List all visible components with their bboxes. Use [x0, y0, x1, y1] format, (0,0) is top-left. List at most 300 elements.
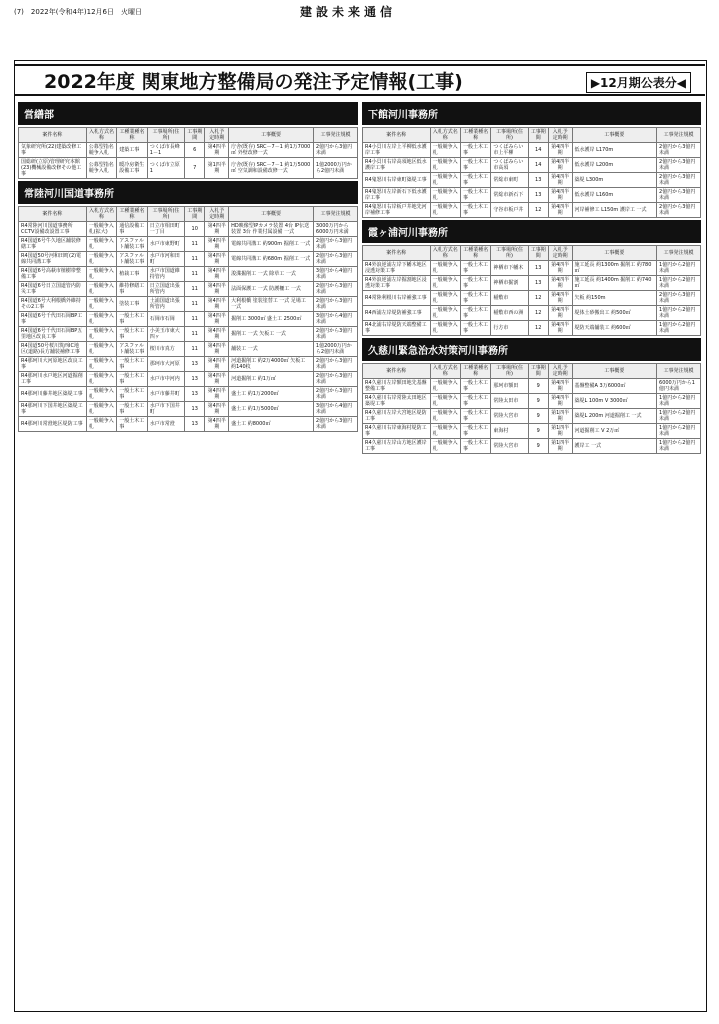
table-cell: 13: [185, 387, 205, 402]
table-cell: 低水護岸 L170m: [572, 143, 657, 158]
table-cell: 14: [528, 158, 548, 173]
table-header-row: [363, 246, 701, 261]
table-cell: 一般競争入札: [430, 306, 460, 321]
table-cell: 河道掘削工 約2万4000㎥ 矢板工 約140枚: [229, 357, 314, 372]
table-cell: 第1四半期: [548, 439, 572, 454]
table-row: [19, 402, 358, 417]
table-cell: 第4四半期: [548, 291, 572, 306]
table-cell: 浚渫掘削工 一式 除草工 一式: [229, 267, 314, 282]
table-cell: 13: [185, 357, 205, 372]
table-cell: 11: [185, 237, 205, 252]
column-header: 工種業種名称: [117, 128, 148, 143]
table-cell: 第4四半期: [548, 379, 572, 394]
table-row: [19, 158, 358, 179]
column-header: 工事期間: [528, 128, 548, 143]
table-row: [19, 297, 358, 312]
table-cell: 常陸大宮市: [491, 409, 528, 424]
table-cell: 第4四半期: [205, 342, 229, 357]
table-cell: 2億円から3億円未満: [657, 188, 701, 203]
table-cell: 第4四半期: [205, 312, 229, 327]
table-cell: 施工延長 約1300m 掘削工 約780㎥: [572, 261, 657, 276]
table-cell: 6000万円から1億円未満: [657, 379, 701, 394]
table-cell: 第4四半期: [548, 321, 572, 336]
table-cell: 土浦国道出張所管内: [147, 297, 184, 312]
table-cell: R4久慈川左岸大宮地区堤防工事: [363, 409, 431, 424]
table-cell: 築堤 L300m: [572, 173, 657, 188]
table-cell: HD映像型IPカメラ装置 4台 IP伝送装置 3台 作業付属設備 一式: [229, 222, 314, 237]
table-cell: 一般競争入札: [86, 327, 117, 342]
table-cell: 河道掘削工 約1万㎥: [229, 372, 314, 387]
table-cell: 9: [528, 394, 548, 409]
table-cell: 10: [185, 222, 205, 237]
table-cell: 築堤L 200m 河道掘削工 一式: [572, 409, 657, 424]
table-header-row: [363, 364, 701, 379]
table-row: [363, 188, 701, 203]
table-cell: 2億円から3億円未満: [313, 357, 357, 372]
table-cell: 2億円から3億円未満: [313, 327, 357, 342]
table-cell: 第4四半期: [548, 276, 572, 291]
table-cell: 基盤整備A 3万6000㎥: [572, 379, 657, 394]
column-header: 案件名称: [19, 128, 87, 143]
table-cell: つくばみらい市上平柳: [491, 143, 528, 158]
table-cell: 1億円から2億円未満: [657, 276, 701, 291]
table-cell: 一般土木工事: [117, 372, 148, 387]
column-header: 工事期間: [185, 207, 205, 222]
table-cell: 第4四半期: [205, 387, 229, 402]
table-cell: 第4四半期: [548, 173, 572, 188]
table-cell: 行方市: [491, 321, 528, 336]
table-cell: 1億円から2億円未満: [657, 409, 701, 424]
table-cell: 一般競争入札: [430, 321, 460, 336]
table-cell: 一般土木工事: [461, 188, 491, 203]
table-cell: 電線共同溝工 約680m 掘削工 一式: [229, 252, 314, 267]
table-cell: 1億円から2億円未満: [657, 424, 701, 439]
column-header: 工事発注規模: [657, 246, 701, 261]
table-cell: R4久慈川左岸山方地区護岸工事: [363, 439, 431, 454]
table-cell: 日立市相田町一丁目: [147, 222, 184, 237]
table-cell: 第1四半期: [548, 424, 572, 439]
table-header-row: [19, 207, 358, 222]
table-cell: 植栽工事: [117, 267, 148, 282]
table-cell: 2億円から3億円未満: [657, 203, 701, 218]
table-cell: 2億円から3億円未満: [657, 158, 701, 173]
table-row: [19, 312, 358, 327]
table-row: [363, 143, 701, 158]
table-cell: 一般競争入札: [86, 312, 117, 327]
table-cell: 12: [528, 203, 548, 218]
table-cell: 神栖市下幡木: [491, 261, 528, 276]
table-cell: 第4四半期: [548, 188, 572, 203]
column-header: 工事発注規模: [313, 128, 357, 143]
table-cell: 水戸市中河内: [147, 372, 184, 387]
table-cell: 一般土木工事: [461, 379, 491, 394]
page-date: (7) 2022年(令和4年)12月6日 火曜日: [14, 8, 143, 16]
table-cell: 水戸市国道維持管内: [147, 267, 184, 282]
table-cell: 13: [528, 276, 548, 291]
table-cell: 一般土木工事: [461, 276, 491, 291]
table-cell: 一般土木工事: [461, 143, 491, 158]
table-row: [19, 342, 358, 357]
table-cell: 1億2000万円から2億円未満: [313, 158, 357, 179]
table-cell: 稲敷市: [491, 291, 528, 306]
table-cell: 第4四半期: [548, 143, 572, 158]
table-cell: 水戸市藤井町: [147, 387, 184, 402]
table-row: [19, 357, 358, 372]
table-cell: 盛土工 約1万5000㎥: [229, 402, 314, 417]
section-heading: 霞ヶ浦河川事務所: [362, 220, 701, 243]
table-cell: 一般競争入札: [430, 291, 460, 306]
table-cell: 一般競争入札: [86, 417, 117, 432]
table-cell: 掘削工 3000㎥ 盛土工 2500㎥: [229, 312, 314, 327]
section-heading: 下館河川事務所: [362, 102, 701, 125]
column-header: 工事場所(住所): [147, 207, 184, 222]
table-cell: 9: [528, 379, 548, 394]
table-cell: 第4四半期: [548, 306, 572, 321]
table-cell: 常総市東町: [491, 173, 528, 188]
table-cell: 神栖市掘割: [491, 276, 528, 291]
table-cell: R4常陸河川国道事務所CCTV設備改設置工事: [19, 222, 87, 237]
table-cell: 3億円から4億円未満: [313, 267, 357, 282]
table-cell: 維持修繕工事: [117, 282, 148, 297]
table-row: [363, 424, 701, 439]
column-header: 案件名称: [19, 207, 87, 222]
table-row: [363, 306, 701, 321]
table-cell: 一般競争入札: [86, 342, 117, 357]
table-cell: 第1四半期: [548, 409, 572, 424]
column-header: 工事場所(住所): [491, 128, 528, 143]
table-cell: R4久慈川右岸東海村堤防工事: [363, 424, 431, 439]
column-header: 工種業種名称: [117, 207, 148, 222]
table-cell: 11: [185, 297, 205, 312]
section-heading: 常陸河川国道事務所: [18, 181, 358, 204]
table-cell: 2億円から3億円未満: [313, 143, 357, 158]
column-header: 入札方式名称: [86, 207, 117, 222]
table-cell: 一般土木工事: [461, 439, 491, 454]
table-cell: 一般土木工事: [461, 291, 491, 306]
column-header: 入札予定時期: [205, 207, 229, 222]
table-cell: R4小貝川右岸高須地区低水護岸工事: [363, 158, 431, 173]
table-cell: 2億円から3億円未満: [657, 173, 701, 188]
table-cell: 11: [185, 267, 205, 282]
column-header: 工事概要: [572, 246, 657, 261]
project-table: [362, 127, 701, 218]
table-cell: 一般土木工事: [461, 158, 491, 173]
table-cell: 9: [528, 439, 548, 454]
column-header: 工種業種名称: [461, 364, 491, 379]
table-cell: 一般土木工事: [461, 203, 491, 218]
table-cell: R4外浪逆浦左岸下幡木地区浸透対策工事: [363, 261, 431, 276]
column-header: 工事概要: [229, 128, 314, 143]
page-header: [0, 0, 719, 20]
table-cell: 第4四半期: [548, 203, 572, 218]
title-bar: [14, 64, 705, 96]
table-cell: アスファルト舗装工事: [117, 237, 148, 252]
table-cell: 築堤L 100m V 3000㎥: [572, 394, 657, 409]
table-cell: 一般土木工事: [461, 409, 491, 424]
table-cell: 第4四半期: [548, 261, 572, 276]
table-cell: 第4四半期: [205, 282, 229, 297]
table-row: [363, 276, 701, 291]
table-row: [363, 409, 701, 424]
table-cell: 水戸市常澄: [147, 417, 184, 432]
table-cell: 水戸市河和田町: [147, 252, 184, 267]
table-cell: R4鬼怒川左岸新石下低水護岸工事: [363, 188, 431, 203]
column-header: 工事場所(住所): [491, 364, 528, 379]
table-cell: 第4四半期: [205, 252, 229, 267]
table-cell: R4北浦右岸堤防天端整備工事: [363, 321, 431, 336]
table-row: [363, 261, 701, 276]
column-header: 案件名称: [363, 128, 431, 143]
table-cell: 1億円から2億円未満: [657, 394, 701, 409]
column-header: 工事場所(住所): [491, 246, 528, 261]
table-cell: 第1四半期: [205, 158, 229, 179]
table-cell: 一般土木工事: [117, 312, 148, 327]
table-cell: 国総研(立原)管理研究本館(23)機械設備改修その他工事: [19, 158, 87, 179]
table-cell: 一般土木工事: [117, 387, 148, 402]
table-cell: 舗装工 一式: [229, 342, 314, 357]
table-cell: つくば市長峰1－1: [147, 143, 184, 158]
table-cell: 法面保護工 一式 防護柵工 一式: [229, 282, 314, 297]
table-cell: 一般土木工事: [461, 424, 491, 439]
table-cell: 11: [185, 252, 205, 267]
column-header: 工事概要: [572, 364, 657, 379]
table-cell: 12: [528, 291, 548, 306]
table-cell: アスファルト舗装工事: [117, 342, 148, 357]
table-row: [363, 321, 701, 336]
table-cell: 盛土工 約1万2000㎥: [229, 387, 314, 402]
table-cell: R4久慈川左岸額田地先基盤整備工事: [363, 379, 431, 394]
table-cell: 施工延長 約1400m 掘削工 約740㎥: [572, 276, 657, 291]
table-cell: 11: [185, 327, 205, 342]
table-cell: 水戸市東野町: [147, 237, 184, 252]
table-cell: 護岸工 一式: [572, 439, 657, 454]
table-cell: 一般競争入札: [86, 297, 117, 312]
table-cell: 6: [185, 143, 205, 158]
table-cell: R4常陸利根川右岸補強工事: [363, 291, 431, 306]
column-header: 工種業種名称: [461, 246, 491, 261]
table-cell: 第4四半期: [205, 372, 229, 387]
table-cell: 電線共同溝工 約900m 掘削工 一式: [229, 237, 314, 252]
table-cell: 13: [185, 417, 205, 432]
table-cell: つくばみらい市高須: [491, 158, 528, 173]
table-cell: アスファルト舗装工事: [117, 252, 148, 267]
table-cell: 河岸補修工 L150m 護岸工 一式: [572, 203, 657, 218]
project-table: [18, 206, 358, 432]
table-cell: 低水護岸 L200m: [572, 158, 657, 173]
table-cell: R4那珂川常澄地区堤防工事: [19, 417, 87, 432]
table-cell: 一般土木工事: [461, 173, 491, 188]
table-row: [19, 372, 358, 387]
table-cell: 2億円から3億円未満: [657, 291, 701, 306]
table-cell: R4小貝川左岸上平柳低水護岸工事: [363, 143, 431, 158]
table-row: [19, 387, 358, 402]
column-header: 入札予定時期: [548, 246, 572, 261]
table-cell: 2億円から3億円未満: [313, 372, 357, 387]
table-row: [19, 237, 358, 252]
table-cell: R4国道6号千代田石岡BP工事: [19, 312, 87, 327]
table-cell: 7: [185, 158, 205, 179]
table-cell: 2億円から3億円未満: [313, 417, 357, 432]
table-cell: 第4四半期: [205, 327, 229, 342]
table-cell: 一般競争入札: [430, 439, 460, 454]
table-cell: R4鬼怒川右岸板戸井地先河岸補修工事: [363, 203, 431, 218]
table-cell: 13: [185, 372, 205, 387]
column-header: 入札予定時期: [548, 364, 572, 379]
column-header: 案件名称: [363, 364, 431, 379]
table-cell: 第4四半期: [548, 394, 572, 409]
table-cell: 河道掘削工 V 2万㎥: [572, 424, 657, 439]
table-cell: 一般競争入札: [86, 357, 117, 372]
table-cell: 1億円から2億円未満: [657, 306, 701, 321]
table-cell: 公募型指名競争入札: [86, 158, 117, 179]
table-cell: R4国道6号日立国道管内防災工事: [19, 282, 87, 297]
table-cell: 1億円から2億円未満: [657, 439, 701, 454]
table-cell: 一般競争入札: [86, 387, 117, 402]
table-cell: 小美玉市東大四ヶ: [147, 327, 184, 342]
table-cell: 13: [528, 173, 548, 188]
table-cell: 1億円から2億円未満: [657, 321, 701, 336]
section-heading: 営繕部: [18, 102, 358, 125]
column-header: 入札方式名称: [86, 128, 117, 143]
left-column: [18, 100, 358, 432]
table-cell: 気象研究所(22)建築改修工事: [19, 143, 87, 158]
table-cell: 13: [528, 261, 548, 276]
table-cell: 3000万円から6000万円未満: [313, 222, 357, 237]
table-cell: R4外浪逆浦左岸掘割地区浸透対策工事: [363, 276, 431, 291]
column-header: 案件名称: [363, 246, 431, 261]
table-cell: R4国道6号千代田石岡BP五里地区改良工事: [19, 327, 87, 342]
table-cell: 那珂市額田: [491, 379, 528, 394]
table-cell: 桜川市真方: [147, 342, 184, 357]
table-cell: 常陸大宮市: [491, 439, 528, 454]
column-header: 工事期間: [528, 364, 548, 379]
table-cell: 1億円から2億円未満: [657, 261, 701, 276]
table-row: [19, 222, 358, 237]
project-table: [362, 363, 701, 454]
table-cell: 掘削工 一式 矢板工 一式: [229, 327, 314, 342]
table-cell: R4西浦左岸堤防補強工事: [363, 306, 431, 321]
table-cell: 一般競争入札: [430, 276, 460, 291]
table-cell: 2億円から3億円未満: [313, 252, 357, 267]
table-cell: 一般土木工事: [117, 357, 148, 372]
table-cell: 大利根橋 塗装塗替工 一式 足場工 一式: [229, 297, 314, 312]
table-cell: 守谷市板戸井: [491, 203, 528, 218]
table-cell: 日立国道出張所管内: [147, 282, 184, 297]
page-title: 2022年度 関東地方整備局の発注予定情報(工事): [44, 71, 463, 93]
table-cell: 一般土木工事: [461, 261, 491, 276]
table-row: [19, 282, 358, 297]
table-cell: 一般競争入札: [86, 402, 117, 417]
table-cell: 第4四半期: [205, 237, 229, 252]
table-cell: 一般競争入札: [430, 424, 460, 439]
table-row: [363, 173, 701, 188]
table-cell: 堤体土砂搬出工 約500㎥: [572, 306, 657, 321]
table-cell: 石岡市石岡: [147, 312, 184, 327]
table-cell: 通信設備工事: [117, 222, 148, 237]
newspaper-name: 建設未来通信: [300, 5, 397, 19]
table-row: [19, 267, 358, 282]
table-cell: R4那珂川藤井地区築堤工事: [19, 387, 87, 402]
table-cell: 2億円から3億円未満: [657, 143, 701, 158]
table-cell: R4国道50号桜川筑西IC地区(道路)長方舗装補修工事: [19, 342, 87, 357]
column-header: 入札予定時期: [548, 128, 572, 143]
table-cell: 2億円から3億円未満: [313, 387, 357, 402]
column-header: 入札方式名称: [430, 246, 460, 261]
project-table: [18, 127, 358, 179]
table-cell: 3億円から4億円未満: [313, 402, 357, 417]
table-cell: R4国道50号河和田町(2)電線共同溝工事: [19, 252, 87, 267]
table-cell: 一般競争入札: [86, 372, 117, 387]
table-cell: 一般競争入札: [86, 267, 117, 282]
table-cell: 13: [185, 402, 205, 417]
table-cell: 第4四半期: [205, 417, 229, 432]
table-cell: 一般土木工事: [117, 417, 148, 432]
table-cell: 一般競争入札: [430, 173, 460, 188]
table-cell: 2億円から3億円未満: [313, 297, 357, 312]
table-cell: 一般競争入札: [430, 379, 460, 394]
table-cell: 矢板 約150m: [572, 291, 657, 306]
table-row: [363, 439, 701, 454]
table-cell: R4国道6号牛久地区舗装修繕工事: [19, 237, 87, 252]
table-cell: R4国道6号大利根橋外維持その2工事: [19, 297, 87, 312]
column-header: 工事発注規模: [657, 128, 701, 143]
table-cell: 建築工事: [117, 143, 148, 158]
table-cell: 盛土工 約8000㎥: [229, 417, 314, 432]
table-cell: 一般競争入札: [430, 409, 460, 424]
column-header: 工事期間: [185, 128, 205, 143]
table-cell: 庁舎(既存) SRC－7－1 約1万5000㎡ 空気調和設備改修一式: [229, 158, 314, 179]
table-cell: R4那珂川下国井地区築堤工事: [19, 402, 87, 417]
table-cell: 14: [528, 143, 548, 158]
table-cell: 一般競争入札: [86, 282, 117, 297]
table-cell: 低水護岸 L160m: [572, 188, 657, 203]
table-cell: 9: [528, 424, 548, 439]
table-row: [19, 417, 358, 432]
table-cell: 暖冷房衛生設備工事: [117, 158, 148, 179]
table-cell: 一般土木工事: [117, 402, 148, 417]
table-cell: 東海村: [491, 424, 528, 439]
table-cell: 一般土木工事: [461, 306, 491, 321]
table-cell: 堤防天端舗装工 約600㎡: [572, 321, 657, 336]
table-cell: 第4四半期: [205, 222, 229, 237]
table-cell: 2億円から3億円未満: [313, 282, 357, 297]
table-cell: 稲敷市西の洲: [491, 306, 528, 321]
table-cell: 一般土木工事: [461, 321, 491, 336]
table-cell: 11: [185, 342, 205, 357]
table-cell: 第4四半期: [205, 143, 229, 158]
right-column: [362, 100, 701, 454]
table-cell: 第4四半期: [205, 357, 229, 372]
table-cell: R4那珂川大河原地区改良工事: [19, 357, 87, 372]
table-cell: 第4四半期: [205, 267, 229, 282]
table-header-row: [363, 128, 701, 143]
table-cell: 一般競争入札: [430, 143, 460, 158]
table-header-row: [19, 128, 358, 143]
table-row: [363, 394, 701, 409]
column-header: 入札予定時期: [205, 128, 229, 143]
table-row: [363, 291, 701, 306]
table-cell: 一般土木工事: [117, 327, 148, 342]
table-cell: 2億円から3億円未満: [313, 237, 357, 252]
table-row: [363, 158, 701, 173]
column-header: 工事概要: [229, 207, 314, 222]
column-header: 工種業種名称: [461, 128, 491, 143]
issue-badge: ▶12月期公表分◀: [586, 72, 691, 93]
table-cell: つくば市立原1: [147, 158, 184, 179]
table-cell: R4久慈川右岸常陸太田地区築堤工事: [363, 394, 431, 409]
table-cell: R4国道6号高萩市植樹帯整備工事: [19, 267, 87, 282]
table-cell: 1億2000万円から2億円未満: [313, 342, 357, 357]
